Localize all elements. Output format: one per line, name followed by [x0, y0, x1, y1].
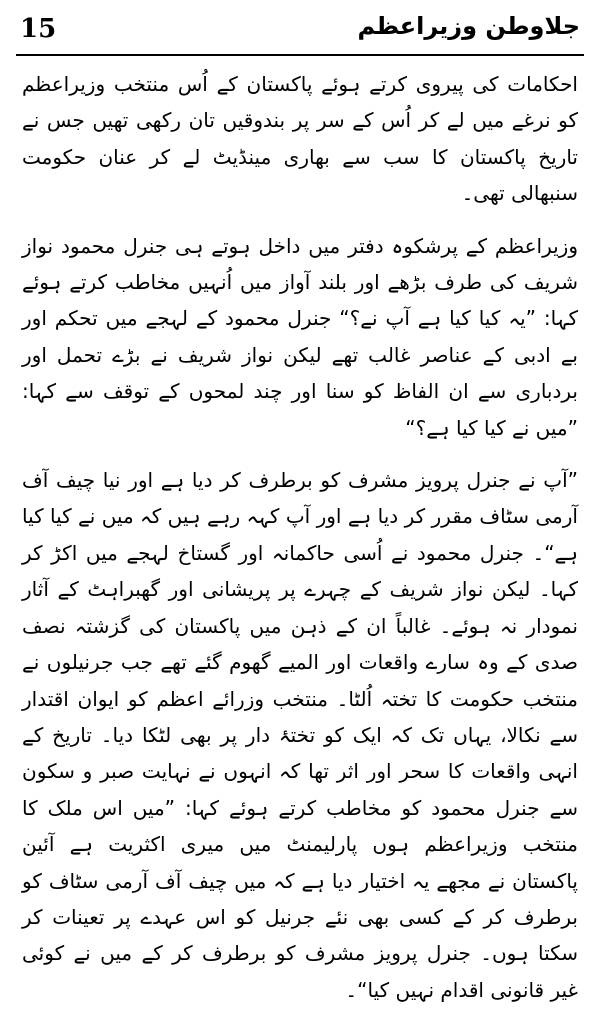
body-text — [22, 66, 578, 1014]
paragraph-1: احکامات کی پیروی کرتے ہوئے پاکستان کے اُس منتخب وزیراعظم کو نرغے میں لے کر اُس کے سر پر بندوقیں تان رکھی تھیں جس نے تاریخ پاکستان کا سب سے بھاری مینڈیٹ لے کر عنان حکومت سنبھالی تھی۔ — [22, 72, 578, 206]
page-header — [16, 10, 584, 56]
paragraph-3: ”آپ نے جنرل پرویز مشرف کو برطرف کر دیا ہے اور نیا چیف آف آرمی سٹاف مقرر کر دیا ہے اور آپ کہہ رہے ہیں کہ میں نے کیا کیا ہے“۔ جنرل محمود نے اُسی حاکمانہ اور گستاخ لہجے میں اکڑ کر کہا۔ لیکن نواز شریف کے چہرے پر پریشانی اور گھبراہٹ کے آثار نمودار نہ ہوئے۔ غالباً ان کے ذہن میں پاکستان کی گزشتہ نصف صدی کے وہ سارے واقعات اور المیے گھوم گئے تھے جب جرنیلوں نے منتخب حکومت کا تختہ اُلٹا۔ منتخب وزرائے اعظم کو ایوان اقتدار سے نکالا، یہاں تک کہ ایک کو تختۂ دار پر بھی لٹکا دیا۔ تاریخ کے انہی واقعات کا سحر اور اثر تھا کہ انہوں نے نہایت صبر و سکون سے جنرل محمود کو مخاطب کرتے ہوئے کہا: ”میں اس ملک کا منتخب وزیراعظم ہوں پارلیمنٹ میں میری اکثریت ہے آئین پاکستان نے مجھے یہ اختیار دیا ہے کہ میں چیف آف آرمی سٹاف کو برطرف کر کے کسی بھی نئے جرنیل کو اس عہدے پر تعینات کر سکتا ہوں۔ جنرل پرویز مشرف کو برطرف کر کے میں نے کوئی غیر قانونی اقدام نہیں کیا“۔ — [22, 468, 578, 1002]
paragraph-2: وزیراعظم کے پرشکوہ دفتر میں داخل ہوتے ہی جنرل محمود نواز شریف کی طرف بڑھے اور بلند آواز میں اُنہیں مخاطب کرتے ہوئے کہا: ”یہ کیا کیا ہے آپ نے؟“ جنرل محمود کے لہجے میں تحکم اور بے ادبی کے عناصر غالب تھے لیکن نواز شریف نے بڑے تحمل اور بردباری سے ان الفاظ کو سنا اور چند لمحوں کے توقف سے کہا: ”میں نے کیا کیا ہے؟“ — [22, 233, 578, 440]
page-number: 15 — [20, 14, 57, 44]
running-title: جلاوطن وزیراعظم — [357, 12, 580, 40]
